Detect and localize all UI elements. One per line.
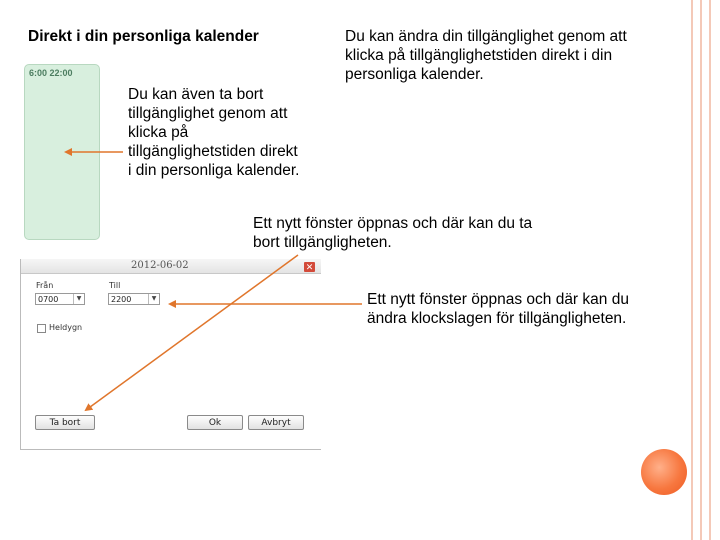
cancel-button[interactable]: Avbryt [248, 415, 304, 430]
text-change-availability: Du kan ändra din tillgänglighet genom att klicka på tillgänglighetstiden direkt i din personliga kalender. [345, 28, 627, 83]
chevron-down-icon: ▼ [73, 294, 84, 304]
text-new-window-change: Ett nytt fönster öppnas och där kan du ändra klockslagen för tillgängligheten. [367, 291, 629, 327]
slide-title: Direkt i din personliga kalender [28, 28, 259, 45]
remove-button[interactable]: Ta bort [35, 415, 95, 430]
to-time-select[interactable]: 2200 ▼ [108, 293, 160, 305]
close-icon[interactable]: ✕ [305, 262, 314, 272]
chevron-down-icon: ▼ [148, 294, 159, 304]
calendar-time-range: 6:00 22:00 [29, 68, 73, 78]
to-label: Till [109, 281, 121, 290]
ok-button[interactable]: Ok [187, 415, 243, 430]
text-remove-availability: Du kan även ta bort tillgänglighet genom att klicka på tillgänglighetstiden direkt i din personliga kalender. [128, 86, 300, 179]
from-time-select[interactable]: 0700 ▼ [35, 293, 85, 305]
from-label: Från [36, 281, 54, 290]
text-new-window-remove: Ett nytt fönster öppnas och där kan du ta bort tillgängligheten. [253, 215, 533, 251]
allday-label: Heldygn [49, 323, 83, 332]
dialog-title: 2012-06-02 [131, 260, 189, 271]
arrow-to-remove-button [86, 255, 298, 410]
